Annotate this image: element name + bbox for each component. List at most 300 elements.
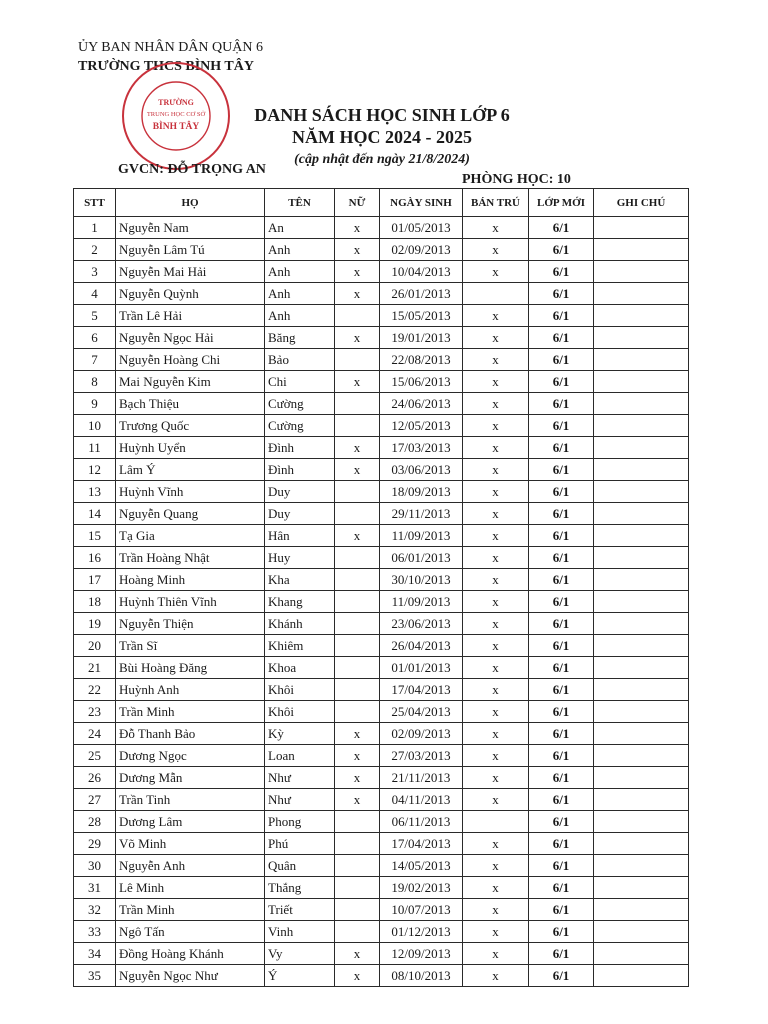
birth-date: 27/03/2013: [380, 745, 463, 767]
boarding-mark: x: [463, 569, 529, 591]
table-row: [74, 877, 689, 899]
table-row: [74, 547, 689, 569]
student-given-name: Duy: [265, 481, 335, 503]
student-given-name: Khoa: [265, 657, 335, 679]
new-class: 6/1: [529, 833, 594, 855]
student-number: 28: [74, 811, 116, 833]
student-given-name: Vy: [265, 943, 335, 965]
student-given-name: Kha: [265, 569, 335, 591]
table-row: [74, 569, 689, 591]
student-surname: Huỳnh Uyển: [116, 437, 265, 459]
new-class: 6/1: [529, 745, 594, 767]
student-number: 23: [74, 701, 116, 723]
student-number: 30: [74, 855, 116, 877]
note: [594, 899, 689, 921]
female-mark: x: [335, 459, 380, 481]
table-row: [74, 591, 689, 613]
new-class: 6/1: [529, 767, 594, 789]
student-number: 18: [74, 591, 116, 613]
boarding-mark: x: [463, 481, 529, 503]
new-class: 6/1: [529, 261, 594, 283]
column-header-nu: NỮ: [335, 189, 380, 217]
column-header-ghi-chu: GHI CHÚ: [594, 189, 689, 217]
student-surname: Ngô Tấn: [116, 921, 265, 943]
birth-date: 15/06/2013: [380, 371, 463, 393]
female-mark: [335, 613, 380, 635]
female-mark: [335, 657, 380, 679]
new-class: 6/1: [529, 217, 594, 239]
new-class: 6/1: [529, 943, 594, 965]
boarding-mark: x: [463, 393, 529, 415]
student-number: 3: [74, 261, 116, 283]
student-number: 12: [74, 459, 116, 481]
column-header-ban-tru: BÁN TRÚ: [463, 189, 529, 217]
birth-date: 17/04/2013: [380, 833, 463, 855]
table-row: [74, 657, 689, 679]
birth-date: 21/11/2013: [380, 767, 463, 789]
student-number: 34: [74, 943, 116, 965]
student-surname: Trần Minh: [116, 701, 265, 723]
female-mark: x: [335, 789, 380, 811]
student-surname: Dương Mẫn: [116, 767, 265, 789]
birth-date: 14/05/2013: [380, 855, 463, 877]
female-mark: x: [335, 239, 380, 261]
boarding-mark: x: [463, 635, 529, 657]
student-surname: Trần Sĩ: [116, 635, 265, 657]
new-class: 6/1: [529, 921, 594, 943]
student-surname: Nguyễn Quỳnh: [116, 283, 265, 305]
table-row: [74, 393, 689, 415]
homeroom-teacher: GVCN: ĐỖ TRỌNG AN: [118, 162, 266, 177]
female-mark: [335, 811, 380, 833]
birth-date: 26/04/2013: [380, 635, 463, 657]
student-given-name: Khánh: [265, 613, 335, 635]
student-number: 26: [74, 767, 116, 789]
note: [594, 855, 689, 877]
boarding-mark: x: [463, 547, 529, 569]
student-number: 15: [74, 525, 116, 547]
new-class: 6/1: [529, 635, 594, 657]
note: [594, 657, 689, 679]
new-class: 6/1: [529, 811, 594, 833]
table-row: [74, 811, 689, 833]
female-mark: x: [335, 525, 380, 547]
student-surname: Trần Hoàng Nhật: [116, 547, 265, 569]
new-class: 6/1: [529, 789, 594, 811]
table-row: [74, 503, 689, 525]
birth-date: 19/01/2013: [380, 327, 463, 349]
student-given-name: Duy: [265, 503, 335, 525]
boarding-mark: x: [463, 833, 529, 855]
table-row: [74, 679, 689, 701]
student-number: 5: [74, 305, 116, 327]
note: [594, 503, 689, 525]
table-row: [74, 327, 689, 349]
new-class: 6/1: [529, 525, 594, 547]
table-row: [74, 261, 689, 283]
student-surname: Nguyễn Quang: [116, 503, 265, 525]
student-given-name: Triết: [265, 899, 335, 921]
birth-date: 17/03/2013: [380, 437, 463, 459]
new-class: 6/1: [529, 569, 594, 591]
student-surname: Trần Minh: [116, 899, 265, 921]
student-surname: Nguyễn Lâm Tú: [116, 239, 265, 261]
new-class: 6/1: [529, 877, 594, 899]
female-mark: x: [335, 723, 380, 745]
birth-date: 12/05/2013: [380, 415, 463, 437]
birth-date: 01/12/2013: [380, 921, 463, 943]
student-number: 8: [74, 371, 116, 393]
student-number: 27: [74, 789, 116, 811]
table-row: [74, 525, 689, 547]
birth-date: 08/10/2013: [380, 965, 463, 987]
student-surname: Đồng Hoàng Khánh: [116, 943, 265, 965]
student-number: 20: [74, 635, 116, 657]
birth-date: 01/01/2013: [380, 657, 463, 679]
female-mark: [335, 349, 380, 371]
boarding-mark: x: [463, 349, 529, 371]
new-class: 6/1: [529, 283, 594, 305]
new-class: 6/1: [529, 239, 594, 261]
female-mark: [335, 569, 380, 591]
female-mark: x: [335, 283, 380, 305]
note: [594, 635, 689, 657]
new-class: 6/1: [529, 327, 594, 349]
student-list-table: [73, 188, 689, 987]
table-row: [74, 899, 689, 921]
boarding-mark: x: [463, 965, 529, 987]
org-line: ỦY BAN NHÂN DÂN QUẬN 6: [78, 40, 263, 55]
table-row: [74, 767, 689, 789]
note: [594, 217, 689, 239]
student-given-name: Thắng: [265, 877, 335, 899]
note: [594, 547, 689, 569]
student-given-name: Khôi: [265, 679, 335, 701]
student-given-name: Quân: [265, 855, 335, 877]
boarding-mark: x: [463, 459, 529, 481]
new-class: 6/1: [529, 459, 594, 481]
student-given-name: Anh: [265, 239, 335, 261]
student-given-name: Anh: [265, 305, 335, 327]
table-row: [74, 217, 689, 239]
female-mark: [335, 701, 380, 723]
table-row: [74, 745, 689, 767]
student-surname: Trần Tinh: [116, 789, 265, 811]
student-number: 16: [74, 547, 116, 569]
new-class: 6/1: [529, 393, 594, 415]
note: [594, 393, 689, 415]
table-row: [74, 789, 689, 811]
student-number: 22: [74, 679, 116, 701]
school-seal-stamp: [118, 58, 234, 174]
student-surname: Mai Nguyễn Kim: [116, 371, 265, 393]
student-given-name: Khang: [265, 591, 335, 613]
note: [594, 811, 689, 833]
student-given-name: Như: [265, 789, 335, 811]
table-row: [74, 723, 689, 745]
note: [594, 745, 689, 767]
female-mark: [335, 833, 380, 855]
student-number: 25: [74, 745, 116, 767]
new-class: 6/1: [529, 437, 594, 459]
student-surname: Trần Lê Hải: [116, 305, 265, 327]
svg-text:TRƯỜNG: TRƯỜNG: [158, 98, 194, 107]
boarding-mark: [463, 283, 529, 305]
birth-date: 10/07/2013: [380, 899, 463, 921]
student-number: 21: [74, 657, 116, 679]
boarding-mark: x: [463, 723, 529, 745]
student-given-name: Hân: [265, 525, 335, 547]
boarding-mark: x: [463, 217, 529, 239]
female-mark: [335, 877, 380, 899]
student-surname: Trương Quốc: [116, 415, 265, 437]
boarding-mark: x: [463, 371, 529, 393]
student-surname: Huỳnh Anh: [116, 679, 265, 701]
student-surname: Lê Minh: [116, 877, 265, 899]
new-class: 6/1: [529, 547, 594, 569]
student-given-name: Kỳ: [265, 723, 335, 745]
note: [594, 525, 689, 547]
boarding-mark: x: [463, 745, 529, 767]
student-rows: [74, 217, 689, 987]
student-number: 9: [74, 393, 116, 415]
note: [594, 569, 689, 591]
document-title: DANH SÁCH HỌC SINH LỚP 6: [254, 105, 510, 125]
student-number: 33: [74, 921, 116, 943]
student-given-name: Loan: [265, 745, 335, 767]
note: [594, 459, 689, 481]
new-class: 6/1: [529, 899, 594, 921]
note: [594, 239, 689, 261]
note: [594, 723, 689, 745]
student-given-name: Bảo: [265, 349, 335, 371]
note: [594, 415, 689, 437]
note: [594, 349, 689, 371]
boarding-mark: x: [463, 855, 529, 877]
birth-date: 19/02/2013: [380, 877, 463, 899]
note: [594, 261, 689, 283]
boarding-mark: x: [463, 899, 529, 921]
student-number: 31: [74, 877, 116, 899]
student-surname: Dương Ngọc: [116, 745, 265, 767]
birth-date: 03/06/2013: [380, 459, 463, 481]
table-row: [74, 855, 689, 877]
student-number: 17: [74, 569, 116, 591]
birth-date: 12/09/2013: [380, 943, 463, 965]
student-number: 1: [74, 217, 116, 239]
student-surname: Nguyễn Anh: [116, 855, 265, 877]
student-surname: Dương Lâm: [116, 811, 265, 833]
student-surname: Nguyễn Hoàng Chi: [116, 349, 265, 371]
boarding-mark: x: [463, 305, 529, 327]
student-given-name: Phú: [265, 833, 335, 855]
student-given-name: Phong: [265, 811, 335, 833]
student-given-name: Như: [265, 767, 335, 789]
female-mark: [335, 415, 380, 437]
boarding-mark: x: [463, 679, 529, 701]
student-number: 32: [74, 899, 116, 921]
birth-date: 25/04/2013: [380, 701, 463, 723]
student-given-name: Đình: [265, 437, 335, 459]
student-given-name: Anh: [265, 283, 335, 305]
table-row: [74, 635, 689, 657]
female-mark: [335, 855, 380, 877]
table-row: [74, 459, 689, 481]
boarding-mark: x: [463, 657, 529, 679]
female-mark: [335, 635, 380, 657]
new-class: 6/1: [529, 503, 594, 525]
female-mark: [335, 481, 380, 503]
female-mark: x: [335, 217, 380, 239]
birth-date: 04/11/2013: [380, 789, 463, 811]
birth-date: 10/04/2013: [380, 261, 463, 283]
note: [594, 767, 689, 789]
student-surname: Nguyễn Mai Hải: [116, 261, 265, 283]
new-class: 6/1: [529, 657, 594, 679]
table-row: [74, 613, 689, 635]
note: [594, 327, 689, 349]
boarding-mark: x: [463, 613, 529, 635]
table-row: [74, 921, 689, 943]
student-surname: Nguyễn Ngọc Hải: [116, 327, 265, 349]
new-class: 6/1: [529, 305, 594, 327]
table-row: [74, 283, 689, 305]
new-class: 6/1: [529, 679, 594, 701]
student-given-name: Khiêm: [265, 635, 335, 657]
boarding-mark: x: [463, 239, 529, 261]
note: [594, 943, 689, 965]
note: [594, 789, 689, 811]
student-given-name: Băng: [265, 327, 335, 349]
column-header-ngay-sinh: NGÀY SINH: [380, 189, 463, 217]
boarding-mark: [463, 811, 529, 833]
student-surname: Bạch Thiệu: [116, 393, 265, 415]
student-number: 14: [74, 503, 116, 525]
student-number: 24: [74, 723, 116, 745]
classroom-number: PHÒNG HỌC: 10: [462, 172, 571, 187]
note: [594, 679, 689, 701]
note: [594, 701, 689, 723]
birth-date: 02/09/2013: [380, 239, 463, 261]
school-line: TRƯỜNG THCS BÌNH TÂY: [78, 59, 254, 74]
female-mark: x: [335, 745, 380, 767]
note: [594, 481, 689, 503]
boarding-mark: x: [463, 327, 529, 349]
new-class: 6/1: [529, 965, 594, 987]
boarding-mark: x: [463, 503, 529, 525]
new-class: 6/1: [529, 723, 594, 745]
student-given-name: Vinh: [265, 921, 335, 943]
birth-date: 15/05/2013: [380, 305, 463, 327]
student-given-name: Cường: [265, 393, 335, 415]
table-row: [74, 349, 689, 371]
birth-date: 11/09/2013: [380, 525, 463, 547]
column-header-stt: STT: [74, 189, 116, 217]
student-surname: Bùi Hoàng Đăng: [116, 657, 265, 679]
boarding-mark: x: [463, 789, 529, 811]
student-given-name: Ý: [265, 965, 335, 987]
student-number: 2: [74, 239, 116, 261]
document-title-block: [222, 104, 542, 170]
student-given-name: An: [265, 217, 335, 239]
boarding-mark: x: [463, 261, 529, 283]
new-class: 6/1: [529, 371, 594, 393]
female-mark: x: [335, 261, 380, 283]
student-surname: Tạ Gia: [116, 525, 265, 547]
student-surname: Huỳnh Thiên Vĩnh: [116, 591, 265, 613]
student-number: 6: [74, 327, 116, 349]
birth-date: 06/11/2013: [380, 811, 463, 833]
student-surname: Nguyễn Ngọc Như: [116, 965, 265, 987]
student-number: 7: [74, 349, 116, 371]
student-number: 4: [74, 283, 116, 305]
birth-date: 26/01/2013: [380, 283, 463, 305]
female-mark: x: [335, 327, 380, 349]
student-given-name: Chi: [265, 371, 335, 393]
birth-date: 01/05/2013: [380, 217, 463, 239]
note: [594, 283, 689, 305]
birth-date: 18/09/2013: [380, 481, 463, 503]
boarding-mark: x: [463, 921, 529, 943]
student-number: 13: [74, 481, 116, 503]
student-given-name: Huy: [265, 547, 335, 569]
female-mark: [335, 393, 380, 415]
student-given-name: Khôi: [265, 701, 335, 723]
boarding-mark: x: [463, 701, 529, 723]
boarding-mark: x: [463, 877, 529, 899]
student-surname: Nguyễn Thiện: [116, 613, 265, 635]
new-class: 6/1: [529, 855, 594, 877]
school-year: NĂM HỌC 2024 - 2025: [292, 127, 472, 147]
note: [594, 591, 689, 613]
female-mark: x: [335, 965, 380, 987]
new-class: 6/1: [529, 481, 594, 503]
female-mark: [335, 921, 380, 943]
boarding-mark: x: [463, 767, 529, 789]
column-header-lop-moi: LỚP MỚI: [529, 189, 594, 217]
note: [594, 613, 689, 635]
boarding-mark: x: [463, 437, 529, 459]
birth-date: 24/06/2013: [380, 393, 463, 415]
female-mark: x: [335, 437, 380, 459]
student-surname: Võ Minh: [116, 833, 265, 855]
update-note: (cập nhật đến ngày 21/8/2024): [294, 152, 470, 167]
student-number: 10: [74, 415, 116, 437]
female-mark: [335, 503, 380, 525]
table-row: [74, 701, 689, 723]
birth-date: 17/04/2013: [380, 679, 463, 701]
student-number: 11: [74, 437, 116, 459]
female-mark: x: [335, 943, 380, 965]
new-class: 6/1: [529, 349, 594, 371]
table-row: [74, 943, 689, 965]
student-surname: Đỗ Thanh Bảo: [116, 723, 265, 745]
student-surname: Lâm Ý: [116, 459, 265, 481]
birth-date: 02/09/2013: [380, 723, 463, 745]
table-header-row: [74, 189, 689, 217]
student-number: 35: [74, 965, 116, 987]
female-mark: x: [335, 371, 380, 393]
column-header-ho: HỌ: [116, 189, 265, 217]
note: [594, 371, 689, 393]
note: [594, 877, 689, 899]
birth-date: 06/01/2013: [380, 547, 463, 569]
female-mark: [335, 679, 380, 701]
note: [594, 833, 689, 855]
note: [594, 965, 689, 987]
note: [594, 921, 689, 943]
birth-date: 11/09/2013: [380, 591, 463, 613]
